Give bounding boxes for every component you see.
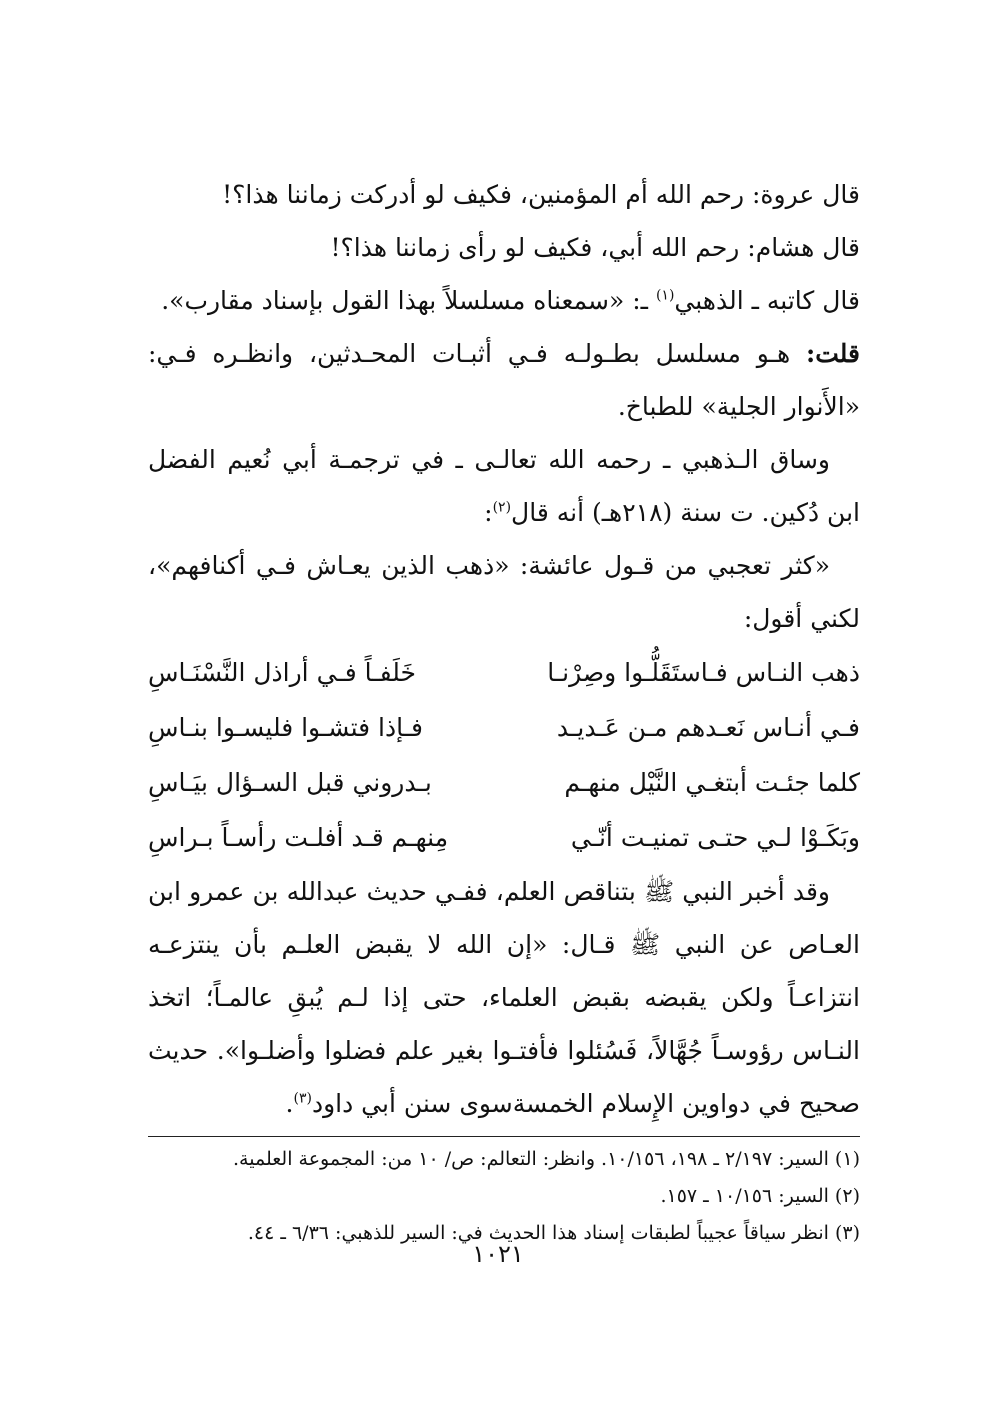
text-line-hisham: قال هشام: رحم الله أبي، فكيف لو رأى زماننا هذا؟! <box>330 233 860 262</box>
paragraph-sawaq <box>148 433 860 539</box>
verse-first-hemistich: كلما جئـت أبتغـي النَّيْل منهـم <box>564 768 860 797</box>
paragraph-quote: «كثر تعجبي من قـول عائشة: «ذهب الذين يعـاش فـي أكنافهم»، لكني أقول: <box>148 551 860 633</box>
verse-line <box>148 810 860 865</box>
paragraph-text: هـو مسلسل بطـولـه فـي أثبـات المحـدثين، وانظـره فـي: «الأَنوار الجلية» للطباخ. <box>148 339 860 421</box>
verse-line <box>148 755 860 810</box>
paragraph-qultu <box>148 327 860 433</box>
text-line-dhahabi <box>148 274 860 327</box>
verse-first-hemistich: وبَكَـوْا لـي حتـى تمنيـت أنّـي <box>570 823 860 852</box>
footnote-2: (٢) السير: ١٠/١٥٦ ـ ١٥٧. <box>660 1185 860 1207</box>
paragraph-hadith <box>148 865 860 1130</box>
footnote-3: (٣) انظر سياقاً عجيباً لطبقات إسناد هذا الحديث في: السير للذهبي: ٦/٣٦ ـ ٤٤. <box>247 1222 860 1244</box>
qultu-label: قلت: <box>805 339 860 368</box>
page-body <box>148 168 860 1252</box>
punctuation: : <box>484 498 493 527</box>
verse-second-hemistich: مِنهـم قـد أفلـت رأسـاً بـراسِ <box>148 823 449 852</box>
paragraph-text: وساق الـذهبي ـ رحمه الله تعالـى ـ في ترجمـة أبي نُعيم الفضل ابن دُكين. ت سنة (٢١٨هـ) أنه قال <box>148 445 860 527</box>
footnote-1: (١) السير: ٢/١٩٧ ـ ١٩٨، ١٠/١٥٦. وانظر: التعالم: ص/ ١٠ من: المجموعة العلمية. <box>233 1148 860 1170</box>
verse-first-hemistich: ذهب النـاس فـاستَقَلُّـوا وصِرْنـا <box>547 658 860 687</box>
footnote-marker-2[interactable]: (٢) <box>492 499 512 516</box>
page-number: ١٠٢١ <box>472 1240 524 1268</box>
poem <box>148 645 860 865</box>
verse-first-hemistich: فـي أنـاس نَعـدهم مـن عَـديـد <box>556 713 860 742</box>
paragraph-text: وقد أخبر النبي ﷺ بتناقص العلم، ففـي حديث عبدالله بن عمرو ابن العـاص عن النبي ﷺ قـال: «إن الله لا يقبض العلـم بأن ينتزعـه انتزاعـاً ولكن يقبضه بقبض العلماء، حتى إذا لـم يُبقِ عالمـاً؛ اتخذ النـاس رؤوسـاً جُهَّالاً، فَسُئلوا فأفتـوا بغير علم فضلوا وأضلـوا». حديث صحيح في دواوين الإِسلام الخمسةسوى سنن أبي داود <box>148 877 860 1118</box>
footnote-divider <box>148 1136 860 1137</box>
text-segment: ـ: «سمعناه مسلسلاً بهذا القول بإسناد مقارب». <box>161 286 656 315</box>
punctuation: . <box>285 1089 294 1118</box>
footnote-marker-3[interactable]: (٣) <box>293 1090 312 1107</box>
text-line-urwa: قال عروة: رحم الله أم المؤمنين، فكيف لو أدركت زماننا هذا؟! <box>222 180 860 209</box>
verse-second-hemistich: خَلَفـاً فـي أراذل النَّسْنَـاسِ <box>148 658 416 687</box>
verse-second-hemistich: فـإذا فتشـوا فليسـوا بنـاسِ <box>148 713 424 742</box>
verse-second-hemistich: بـدروني قبل السـؤال بيَـاسِ <box>148 768 432 797</box>
verse-line <box>148 645 860 700</box>
verse-line <box>148 700 860 755</box>
text-segment: قال كاتبه ـ الذهبي <box>674 286 860 315</box>
footnotes <box>148 1141 860 1252</box>
footnote-marker-1[interactable]: (١) <box>655 287 675 304</box>
